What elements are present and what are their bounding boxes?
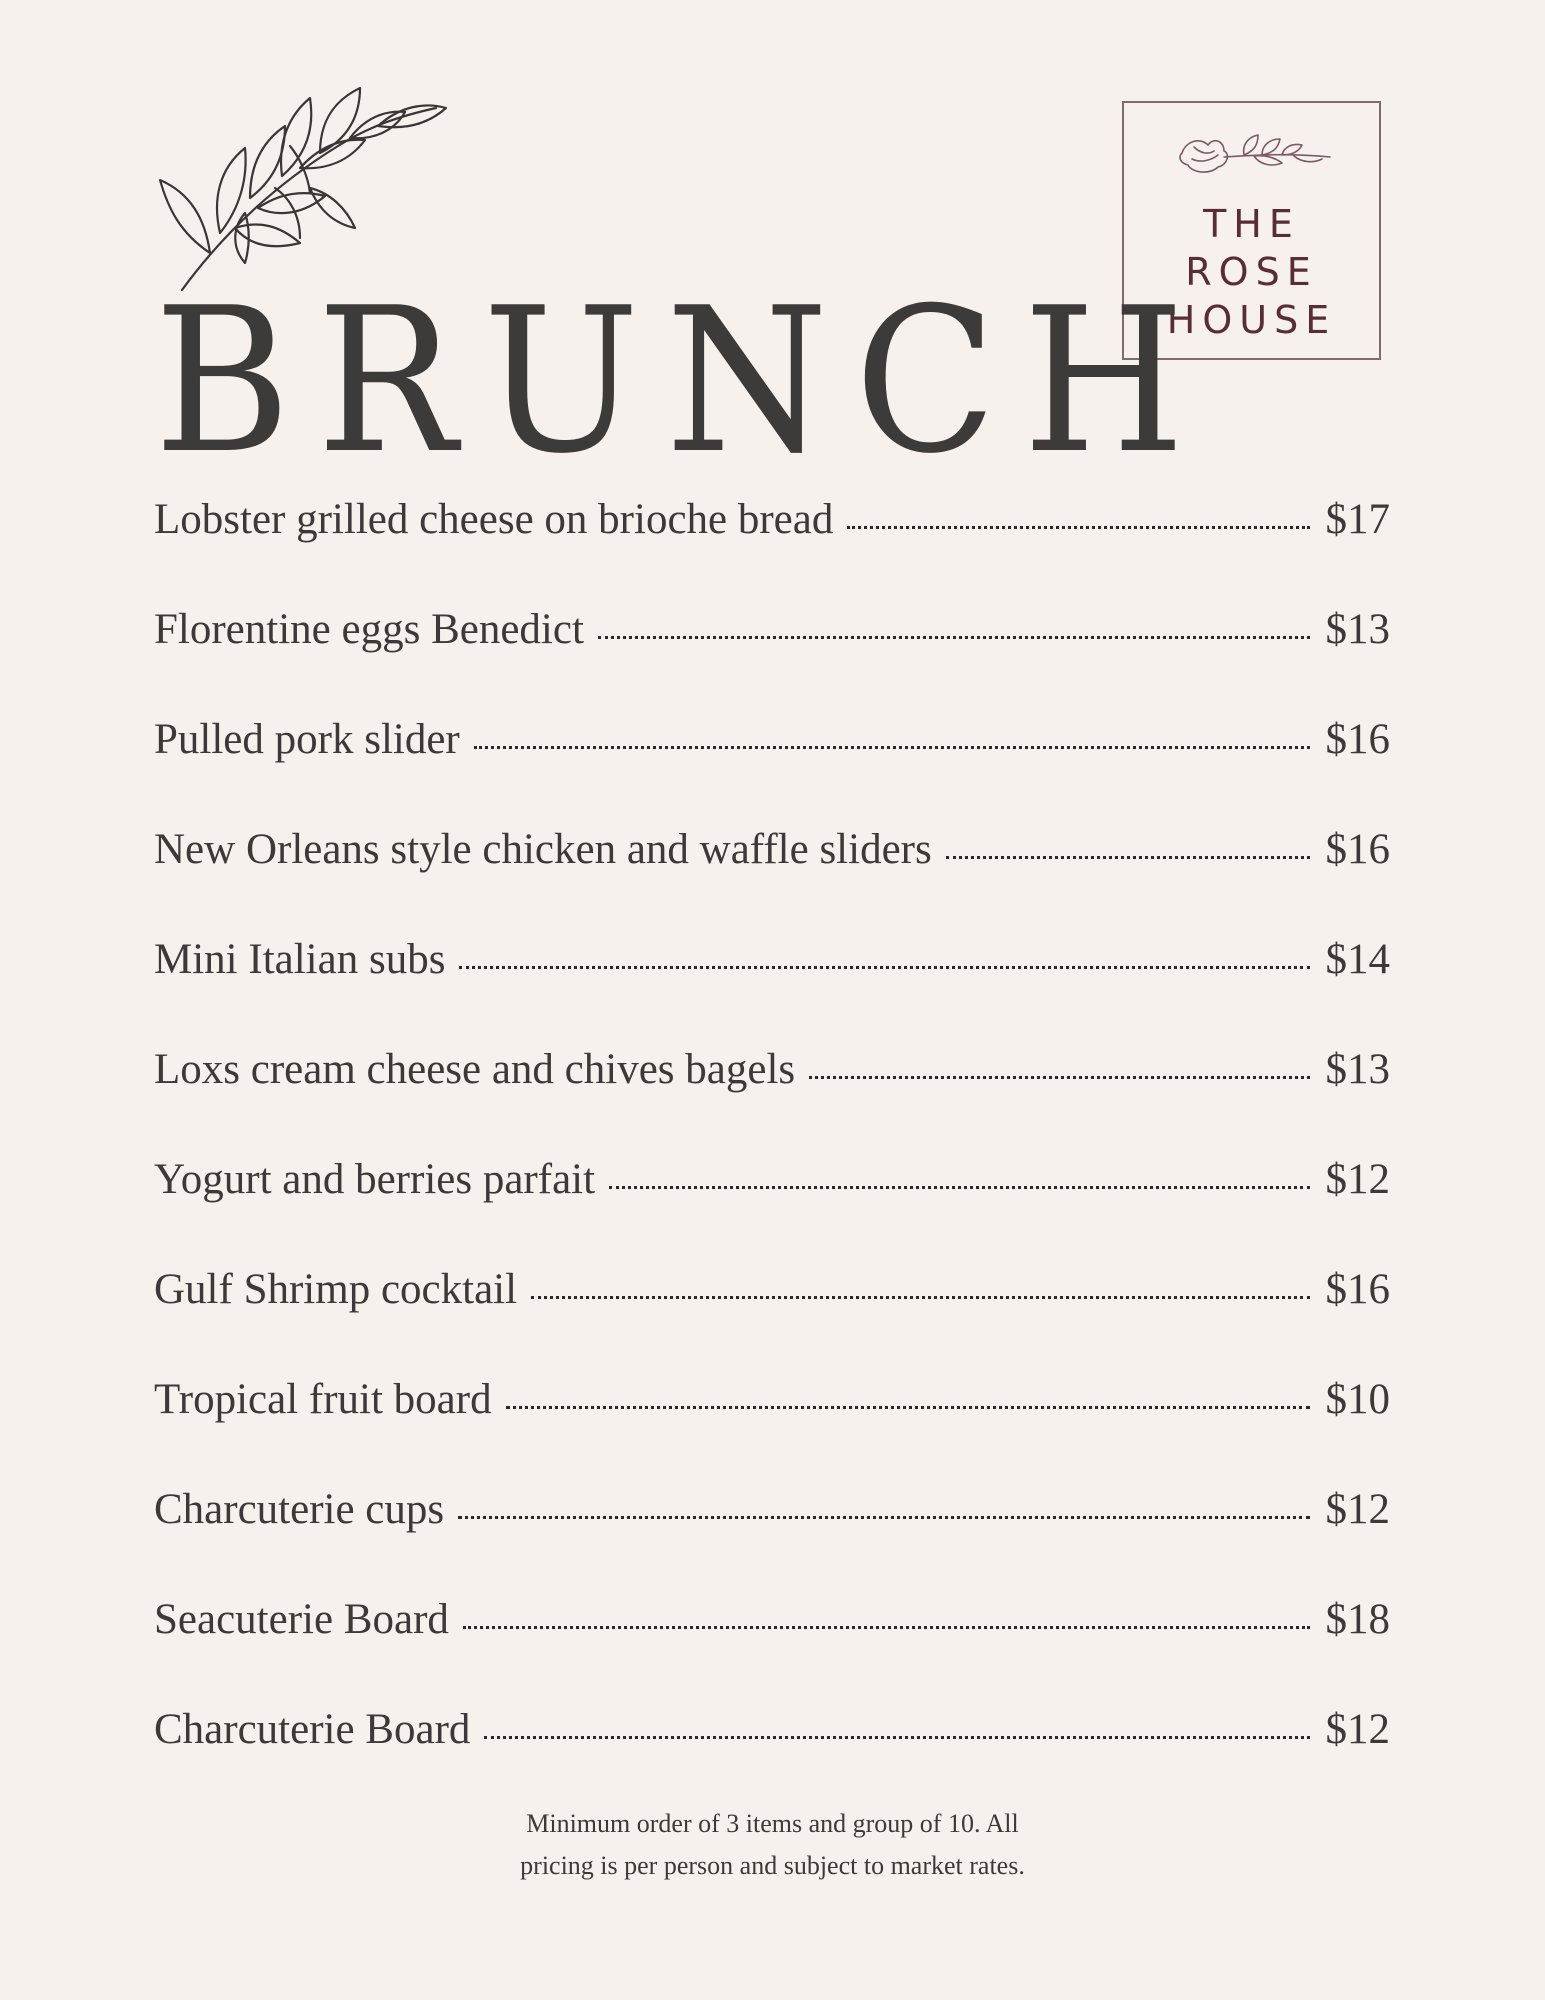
footer-note-line: Minimum order of 3 items and group of 10. All bbox=[526, 1809, 1019, 1838]
menu-item bbox=[154, 1155, 1390, 1265]
menu-item-name: Pulled pork slider bbox=[154, 716, 460, 763]
menu-item bbox=[154, 825, 1390, 935]
footer-note-line: pricing is per person and subject to market rates. bbox=[520, 1851, 1025, 1880]
dot-leader bbox=[474, 746, 1310, 749]
dot-leader bbox=[609, 1186, 1310, 1189]
menu-item-name: Yogurt and berries parfait bbox=[154, 1156, 596, 1203]
menu-item bbox=[154, 1265, 1390, 1375]
menu-item-name: Florentine eggs Benedict bbox=[154, 606, 584, 653]
menu-item-name: Loxs cream cheese and chives bagels bbox=[154, 1046, 796, 1093]
menu-item-price: $18 bbox=[1325, 1596, 1390, 1643]
dot-leader bbox=[946, 856, 1310, 859]
menu-item-name: New Orleans style chicken and waffle sliders bbox=[154, 826, 932, 873]
menu-item-price: $13 bbox=[1325, 606, 1390, 653]
menu-list bbox=[154, 495, 1390, 1815]
menu-item bbox=[154, 605, 1390, 715]
menu-item-name: Charcuterie cups bbox=[154, 1486, 445, 1533]
menu-item-name: Seacuterie Board bbox=[154, 1596, 449, 1643]
dot-leader bbox=[598, 636, 1310, 639]
menu-item-name: Charcuterie Board bbox=[154, 1706, 471, 1753]
footer-note bbox=[0, 1803, 1545, 1887]
menu-item-price: $12 bbox=[1325, 1486, 1390, 1533]
page-title: BRUNCH bbox=[154, 265, 1212, 498]
menu-item bbox=[154, 715, 1390, 825]
menu-item-name: Mini Italian subs bbox=[154, 936, 446, 983]
menu-item bbox=[154, 935, 1390, 1045]
menu-item bbox=[154, 1045, 1390, 1155]
menu-item-price: $16 bbox=[1325, 716, 1390, 763]
menu-item-price: $16 bbox=[1325, 1266, 1390, 1313]
menu-item-name: Lobster grilled cheese on brioche bread bbox=[154, 496, 834, 543]
menu-item bbox=[154, 1705, 1390, 1815]
menu-item-price: $16 bbox=[1325, 826, 1390, 873]
menu-item-price: $13 bbox=[1325, 1046, 1390, 1093]
menu-item-name: Gulf Shrimp cocktail bbox=[154, 1266, 518, 1313]
logo-text-rose: ROSE bbox=[1185, 250, 1318, 294]
dot-leader bbox=[458, 1516, 1310, 1519]
dot-leader bbox=[463, 1626, 1310, 1629]
menu-item-price: $12 bbox=[1325, 1156, 1390, 1203]
menu-item-price: $17 bbox=[1325, 496, 1390, 543]
rose-icon bbox=[1174, 125, 1334, 185]
dot-leader bbox=[531, 1296, 1310, 1299]
menu-item bbox=[154, 1595, 1390, 1705]
menu-item-price: $12 bbox=[1325, 1706, 1390, 1753]
menu-item bbox=[154, 495, 1390, 605]
menu-item-price: $14 bbox=[1325, 936, 1390, 983]
dot-leader bbox=[809, 1076, 1310, 1079]
logo-text-house: HOUSE bbox=[1166, 298, 1337, 342]
dot-leader bbox=[847, 526, 1310, 529]
dot-leader bbox=[484, 1736, 1310, 1739]
menu-item bbox=[154, 1375, 1390, 1485]
leafy-branch-icon bbox=[150, 58, 450, 298]
menu-item-price: $10 bbox=[1325, 1376, 1390, 1423]
dot-leader bbox=[506, 1406, 1310, 1409]
menu-item bbox=[154, 1485, 1390, 1595]
menu-item-name: Tropical fruit board bbox=[154, 1376, 492, 1423]
dot-leader bbox=[459, 966, 1310, 969]
logo-text-the: THE bbox=[1203, 202, 1300, 246]
